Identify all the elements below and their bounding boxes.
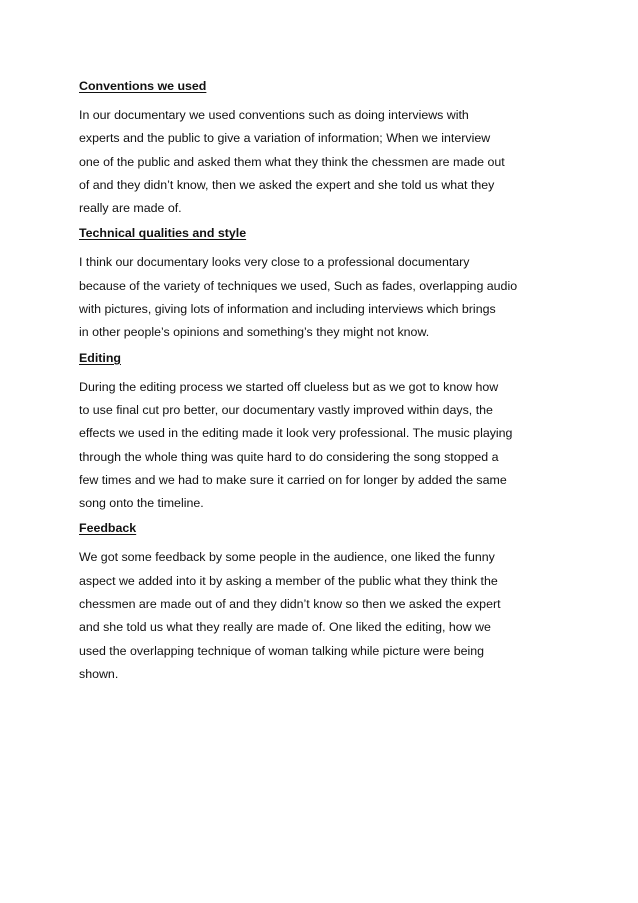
paragraph-line: aspect we added into it by asking a member of the public what they think the: [79, 573, 498, 588]
paragraph-line: experts and the public to give a variation of information; When we interview: [79, 131, 491, 146]
section-paragraph: [79, 376, 569, 516]
section-paragraph: [79, 104, 569, 220]
paragraph-line: to use final cut pro better, our documentary vastly improved within days, the: [79, 402, 493, 417]
paragraph-line: through the whole thing was quite hard to do considering the song stopped a: [79, 449, 499, 464]
paragraph-line: of and they didn’t know, then we asked the expert and she told us what they: [79, 177, 495, 192]
section-heading: Editing: [79, 350, 121, 365]
paragraph-line: in other people’s opinions and something’s they might not know.: [79, 325, 430, 340]
paragraph-line: really are made of.: [79, 201, 182, 216]
paragraph-line: During the editing process we started off clueless but as we got to know how: [79, 379, 499, 394]
paragraph-line: effects we used in the editing made it look very professional. The music playing: [79, 426, 513, 441]
paragraph-line: I think our documentary looks very close to a professional documentary: [79, 255, 470, 270]
section-paragraph: [79, 251, 569, 344]
paragraph-line: with pictures, giving lots of information and including interviews which brings: [79, 302, 496, 317]
paragraph-line: used the overlapping technique of woman talking while picture were being: [79, 643, 485, 658]
paragraph-line: shown.: [79, 666, 119, 681]
section-conventions: [79, 78, 569, 220]
paragraph-line: We got some feedback by some people in the audience, one liked the funny: [79, 550, 495, 565]
paragraph-line: chessmen are made out of and they didn’t know so then we asked the expert: [79, 597, 501, 612]
document-page: [79, 78, 569, 691]
paragraph-line: In our documentary we used conventions such as doing interviews with: [79, 108, 469, 122]
paragraph-line: one of the public and asked them what they think the chessmen are made out: [79, 154, 505, 169]
section-feedback: [79, 520, 569, 686]
paragraph-line: few times and we had to make sure it carried on for longer by added the same: [79, 472, 507, 487]
paragraph-line: because of the variety of techniques we used, Such as fades, overlapping audio: [79, 278, 518, 293]
section-heading: Feedback: [79, 521, 137, 536]
section-heading: Conventions we used: [79, 79, 207, 93]
section-heading: Technical qualities and style: [79, 226, 247, 241]
paragraph-line: and she told us what they really are made of. One liked the editing, how we: [79, 620, 491, 635]
section-technical-qualities: [79, 225, 569, 344]
paragraph-line: song onto the timeline.: [79, 496, 204, 511]
section-paragraph: [79, 546, 569, 686]
section-editing: [79, 350, 569, 516]
